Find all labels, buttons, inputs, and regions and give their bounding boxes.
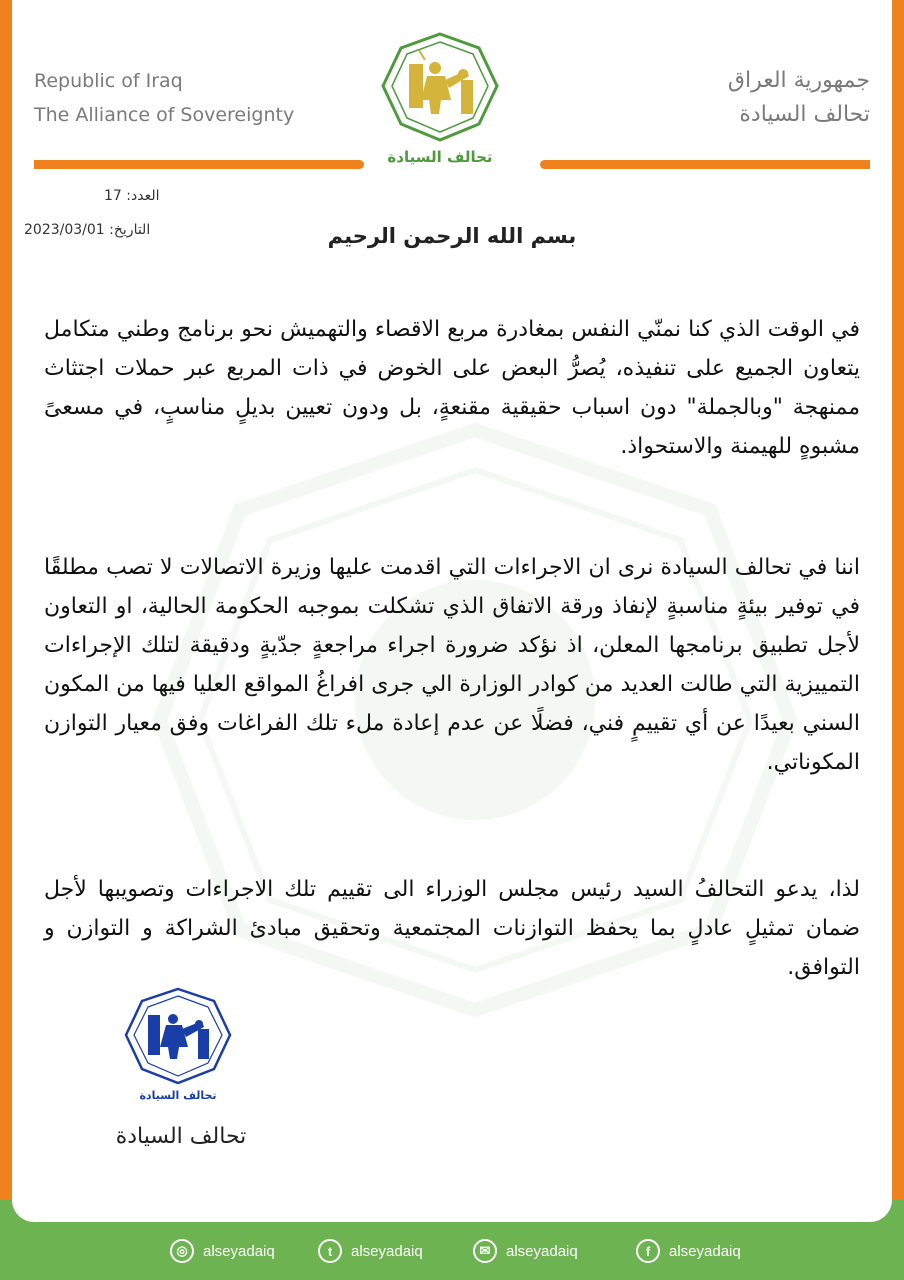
document-date-value: 2023/03/01: [24, 222, 105, 238]
header-country-ar: جمهورية العراق: [727, 68, 870, 93]
signature-name: تحالف السيادة: [115, 1124, 247, 1149]
paragraph-3: لذا، يدعو التحالفُ السيد رئيس مجلس الوزراء الى تقييم تلك الاجراءات وتصويبها لأجل ضمان تمثيلٍ عادلٍ بما يحفظ التوازنات المجتمعية وتحقيق مبادئ الشراكة و التوازن و التوافق.: [44, 877, 860, 980]
paragraph-1: في الوقت الذي كنا نمنّي النفس بمغادرة مربع الاقصاء والتهميش نحو برنامج وطني متكامل يتعاون الجميع على تنفيذه، يُصرُّ البعض على الخوض في ذات المربع عبر حملات اجتثاث ممنهجة "وبالجملة" دون اسباب حقيقية مقنعةٍ، بل ودون تعيين بديلٍ مناسبٍ، في مسعىً مشبوهٍ للهيمنة والاستحواذ.: [44, 317, 860, 459]
twitter-icon: t: [318, 1239, 342, 1263]
document-date-label: التاريخ:: [109, 222, 151, 238]
header-country-en: Republic of Iraq: [34, 70, 183, 92]
social-handle: alseyadaiq: [669, 1242, 741, 1260]
alliance-emblem-blue-icon: [118, 985, 238, 1089]
signature-logo: [118, 985, 238, 1115]
social-handle: alseyadaiq: [506, 1242, 578, 1260]
mail-icon: ✉: [473, 1239, 497, 1263]
document-number-value: 17: [104, 188, 122, 204]
social-twitter[interactable]: [318, 1236, 423, 1266]
header-divider-left: [34, 160, 364, 169]
document-number: [104, 188, 160, 204]
footer-bar: [0, 1222, 904, 1280]
basmala-heading: بسم الله الرحمن الرحيم: [327, 224, 577, 248]
alliance-emblem-icon: [375, 30, 505, 150]
paragraph-2: اننا في تحالف السيادة نرى ان الاجراءات التي اقدمت عليها وزيرة الاتصالات لا تصب مطلقًا في توفير بيئةٍ مناسبةٍ لإنفاذ ورقة الاتفاق الذي تشكلت بموجبه الحكومة الحالية، او التعاون لأجل تطبيق برنامجها المعلن، اذ نؤكد ضرورة اجراء مراجعةٍ جدّيةٍ ودقيقة لتلك الإجراءات التمييزية التي طالت العديد من كوادر الوزارة الي جرى افراغُ المواقع العليا فيها من المكون السني بعيدًا عن أي تقييمٍ فني، فضلًا عن عدم إعادة ملء تلك الفراغات وفق معيار التوازن المكوناتي.: [44, 555, 860, 775]
header-alliance-ar: تحالف السيادة: [739, 102, 870, 127]
logo-caption: تحالف السيادة: [387, 148, 493, 166]
social-handle: alseyadaiq: [351, 1242, 423, 1260]
alliance-logo: [375, 30, 505, 170]
header-divider-right: [540, 160, 870, 169]
social-dribbble[interactable]: [170, 1236, 275, 1266]
left-border-stripe: [0, 0, 12, 1222]
social-handle: alseyadaiq: [203, 1242, 275, 1260]
social-mail[interactable]: [473, 1236, 578, 1266]
signature-logo-caption: تحالف السيادة: [139, 1089, 217, 1102]
facebook-icon: f: [636, 1239, 660, 1263]
right-border-stripe: [892, 0, 904, 1222]
header-alliance-en: The Alliance of Sovereignty: [34, 104, 295, 126]
dribbble-icon: ◎: [170, 1239, 194, 1263]
social-facebook[interactable]: [636, 1236, 741, 1266]
document-number-label: العدد:: [126, 188, 160, 204]
